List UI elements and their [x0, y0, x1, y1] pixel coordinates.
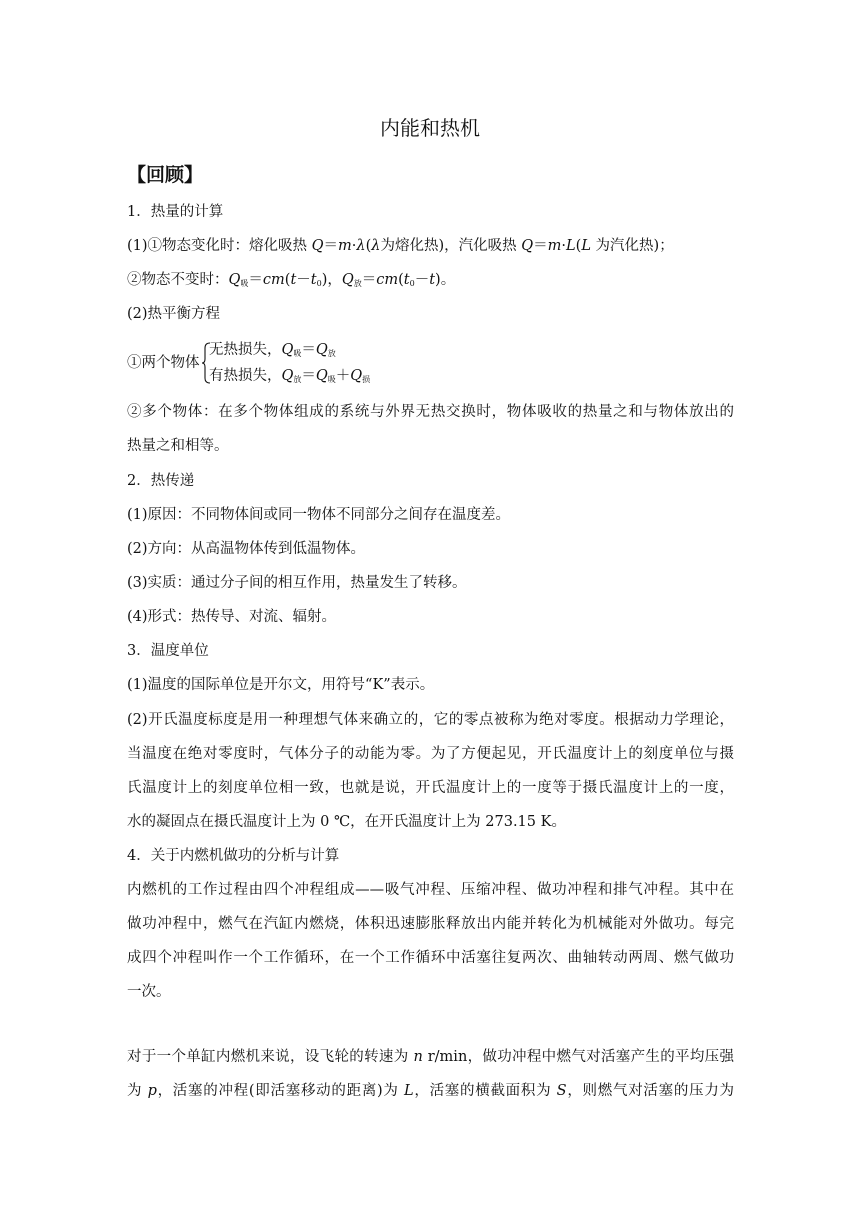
- section-heading-review: 【回顾】: [127, 164, 204, 186]
- paragraph-line: (3)实质：通过分子间的相互作用，热量发生了转移。: [127, 575, 467, 591]
- line-no-phase-change: ②物态不变时：Q吸＝cm(t－t0)，Q放＝cm(t0－t)。: [127, 272, 456, 288]
- item-1-heading: 1．热量的计算: [127, 204, 224, 220]
- paragraph-line: 做功冲程中，燃气在汽缸内燃烧，体积迅速膨胀释放出内能并转化为机械能对外做功。每完: [127, 916, 734, 932]
- line-heat-balance-heading: (2)热平衡方程: [127, 306, 221, 322]
- no-loss-line: 无热损失，Q吸＝Q放: [209, 342, 336, 358]
- item-4-heading: 4．关于内燃机做功的分析与计算: [127, 848, 340, 864]
- page-title: 内能和热机: [380, 116, 480, 140]
- line-phase-change: (1)①物态变化时：熔化吸热 Q＝m·λ(λ为熔化热)，汽化吸热 Q＝m·L(L 为汽化热)；: [127, 238, 674, 254]
- paragraph-line: (2)开氏温度标度是用一种理想气体来确立的，它的零点被称为绝对零度。根据动力学理论，: [127, 712, 734, 728]
- paragraph-line: 一次。: [127, 984, 171, 1000]
- paragraph-line: (4)形式：热传导、对流、辐射。: [127, 609, 337, 625]
- paragraph-line: 成四个冲程叫作一个工作循环，在一个工作循环中活塞往复两次、曲轴转动两周、燃气做功: [127, 950, 734, 966]
- item-3-heading: 3．温度单位: [127, 643, 209, 659]
- with-loss-line: 有热损失，Q放＝Q吸＋Q损: [209, 368, 371, 384]
- paragraph-line: 当温度在绝对零度时，气体分子的动能为零。为了方便起见，开氏温度计上的刻度单位与摄: [127, 746, 734, 762]
- paragraph-line: 水的凝固点在摄氏温度计上为 0 ℃，在开氏温度计上为 273.15 K。: [127, 814, 566, 830]
- two-body-label: ①两个物体: [127, 355, 200, 371]
- paragraph-line: 氏温度计上的刻度单位相一致，也就是说，开氏温度计上的一度等于摄氏温度计上的一度，: [127, 780, 734, 796]
- paragraph-line: (1)温度的国际单位是开尔文，用符号“K”表示。: [127, 677, 435, 693]
- paragraph-line: 热量之和相等。: [127, 438, 229, 454]
- paragraph-line: 内燃机的工作过程由四个冲程组成——吸气冲程、压缩冲程、做功冲程和排气冲程。其中在: [127, 882, 734, 898]
- item-2-heading: 2．热传递: [127, 473, 195, 489]
- paragraph-line: 对于一个单缸内燃机来说，设飞轮的转速为 n r/min，做功冲程中燃气对活塞产生的平均压强: [127, 1049, 734, 1065]
- paragraph-line: (1)原因：不同物体间或同一物体不同部分之间存在温度差。: [127, 507, 511, 523]
- paragraph-line: ②多个物体：在多个物体组成的系统与外界无热交换时，物体吸收的热量之和与物体放出的: [127, 404, 734, 420]
- paragraph-line: 为 p，活塞的冲程(即活塞移动的距离)为 L，活塞的横截面积为 S，则燃气对活塞的压力为: [127, 1083, 735, 1099]
- paragraph-line: (2)方向：从高温物体传到低温物体。: [127, 541, 366, 557]
